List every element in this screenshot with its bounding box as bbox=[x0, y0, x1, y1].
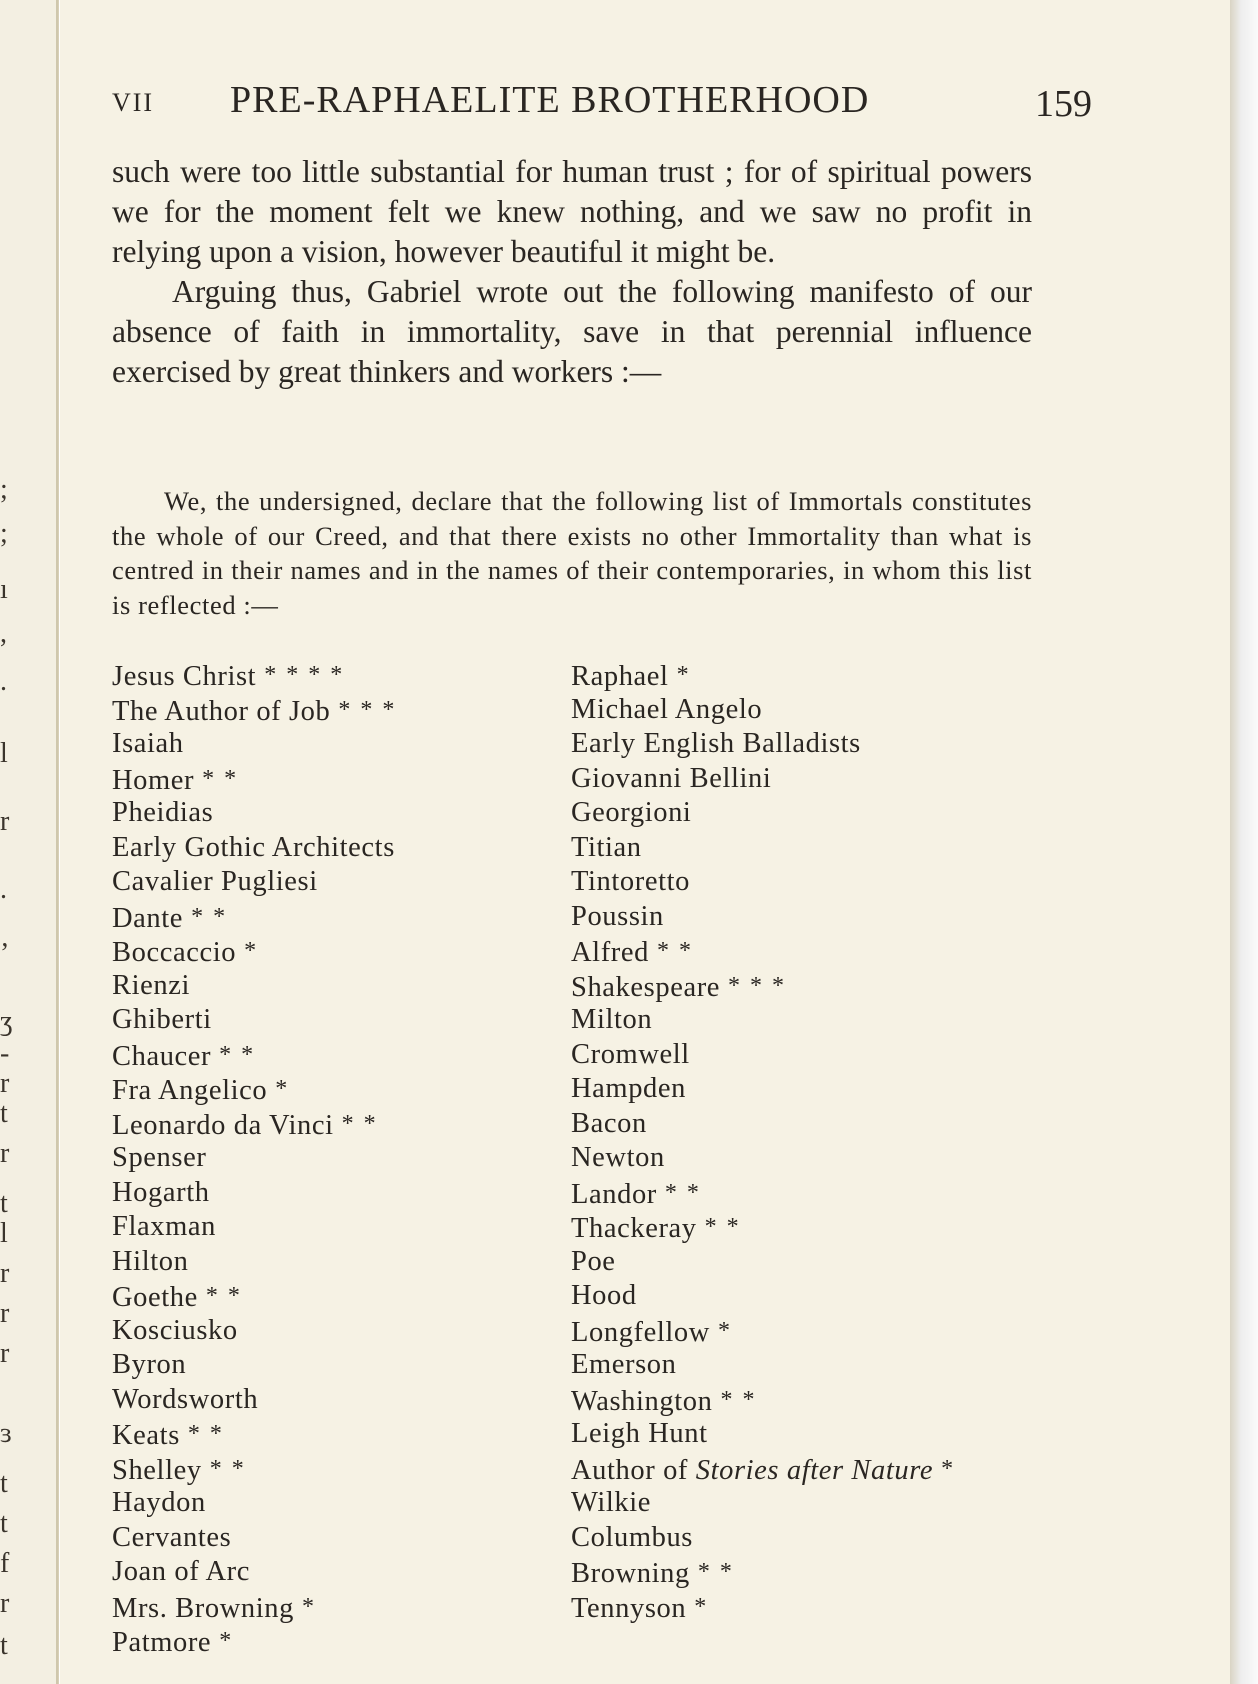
immortal-entry bbox=[571, 1176, 1041, 1211]
facing-page-fragment: ʒ bbox=[0, 1006, 13, 1037]
immortal-entry bbox=[571, 1348, 1041, 1383]
immortal-name: Shakespeare bbox=[571, 971, 721, 1003]
immortal-name: The Author of Job bbox=[112, 695, 331, 727]
facing-page-fragment: ɜ bbox=[0, 1418, 12, 1449]
facing-page-fragment: r bbox=[0, 1588, 10, 1619]
immortal-name: Browning bbox=[571, 1558, 690, 1589]
immortal-name: Leonardo da Vinci bbox=[112, 1109, 334, 1141]
immortal-name: Isaiah bbox=[112, 728, 184, 759]
immortal-name: Joan of Arc bbox=[112, 1556, 250, 1587]
immortal-entry bbox=[571, 865, 1041, 900]
immortal-name: Washington bbox=[571, 1385, 713, 1417]
immortal-entry bbox=[112, 1314, 532, 1349]
rank-stars: * * bbox=[179, 1421, 224, 1447]
facing-page-fragment: l bbox=[0, 1218, 8, 1249]
rank-stars: * * bbox=[211, 1041, 256, 1068]
rank-stars: * * bbox=[183, 903, 228, 930]
immortal-entry bbox=[112, 969, 532, 1004]
page-number: 159 bbox=[1035, 83, 1092, 125]
immortal-name: Thackeray bbox=[571, 1213, 697, 1244]
immortal-entry bbox=[571, 796, 1041, 831]
immortal-entry bbox=[571, 831, 1041, 866]
immortal-entry bbox=[571, 1521, 1041, 1556]
immortal-work-title: Stories after Nature bbox=[695, 1454, 934, 1486]
body-text bbox=[112, 152, 1032, 392]
rank-stars: * * bbox=[648, 938, 693, 964]
immortal-entry bbox=[571, 1486, 1041, 1521]
immortal-entry bbox=[112, 693, 532, 728]
immortal-name: Michael Angelo bbox=[571, 693, 763, 725]
gutter-line bbox=[56, 0, 58, 1684]
immortal-name: Georgioni bbox=[571, 797, 692, 828]
immortal-entry bbox=[571, 1003, 1041, 1038]
immortal-name: Early English Balladists bbox=[571, 728, 861, 759]
immortal-entry bbox=[112, 1176, 532, 1211]
immortal-entry bbox=[571, 1555, 1041, 1590]
immortal-name: Newton bbox=[571, 1142, 665, 1173]
immortal-name: Longfellow bbox=[571, 1316, 710, 1348]
immortal-entry bbox=[112, 1072, 532, 1107]
immortal-name: Alfred bbox=[571, 937, 649, 968]
immortal-entry bbox=[112, 1417, 532, 1452]
immortal-entry bbox=[571, 969, 1041, 1004]
immortal-name: Keats bbox=[112, 1420, 180, 1451]
immortal-name: Jesus Christ bbox=[112, 661, 257, 692]
immortal-entry bbox=[112, 1590, 532, 1625]
facing-page-fragment: r bbox=[0, 1068, 10, 1099]
facing-page-fragment: t bbox=[0, 1468, 8, 1499]
facing-page-fragment: r bbox=[0, 806, 10, 837]
chapter-number: VII bbox=[112, 88, 155, 117]
facing-page-fragment: l bbox=[0, 738, 8, 769]
facing-page-fragment: r bbox=[0, 1138, 10, 1169]
immortal-entry bbox=[112, 1452, 532, 1487]
immortal-entry bbox=[571, 1314, 1041, 1349]
rank-stars: * bbox=[933, 1455, 956, 1482]
facing-page-fragment: ; bbox=[0, 518, 8, 549]
running-header bbox=[112, 78, 1092, 128]
facing-page-fragment: t bbox=[0, 1188, 8, 1219]
paragraph: such were too little substantial for human trust ; for of spiritual powers we for the moment felt we knew nothing, and we saw no profit in relying upon a vision, however beautiful it might be. bbox=[112, 154, 1032, 269]
immortal-name: Goethe bbox=[112, 1282, 198, 1313]
immortal-name: Giovanni Bellini bbox=[571, 762, 772, 794]
immortal-entry bbox=[112, 1003, 532, 1038]
immortal-name: Rienzi bbox=[112, 969, 190, 1001]
immortal-name: Ghiberti bbox=[112, 1004, 212, 1035]
immortal-name: Tennyson bbox=[571, 1592, 687, 1624]
immortal-name: Haydon bbox=[112, 1487, 206, 1518]
immortal-entry bbox=[112, 1383, 532, 1418]
rank-stars: * * * bbox=[720, 972, 787, 999]
immortal-entry bbox=[112, 1038, 532, 1073]
immortal-entry bbox=[571, 1452, 1041, 1487]
facing-page-fragment: ı bbox=[0, 574, 8, 605]
immortal-entry bbox=[112, 1279, 532, 1314]
immortal-name: Titian bbox=[571, 831, 642, 863]
immortal-name: Leigh Hunt bbox=[571, 1418, 708, 1449]
immortal-entry bbox=[112, 796, 532, 831]
immortal-entry bbox=[571, 1383, 1041, 1418]
immortal-name: Hilton bbox=[112, 1245, 189, 1277]
facing-page-fragment: ; bbox=[0, 474, 8, 505]
rank-stars: * * bbox=[197, 1283, 242, 1309]
rank-stars: * bbox=[668, 662, 691, 688]
immortal-entry bbox=[112, 831, 532, 866]
immortal-name: Landor bbox=[571, 1178, 657, 1210]
immortal-name: Flaxman bbox=[112, 1211, 216, 1242]
facing-page-fragment: r bbox=[0, 1258, 10, 1289]
immortal-name: Poussin bbox=[571, 900, 664, 932]
facing-page-fragment: . bbox=[0, 874, 7, 905]
immortal-name: Dante bbox=[112, 902, 184, 934]
rank-stars: * bbox=[211, 1628, 234, 1654]
immortal-name: Cervantes bbox=[112, 1521, 232, 1553]
immortal-name: Kosciusko bbox=[112, 1314, 238, 1346]
immortal-entry bbox=[112, 1141, 532, 1176]
immortal-name: Emerson bbox=[571, 1349, 677, 1380]
immortal-entry bbox=[571, 1072, 1041, 1107]
facing-page-edge bbox=[0, 0, 59, 1684]
immortals-list-left bbox=[112, 658, 532, 1659]
immortal-entry bbox=[112, 762, 532, 797]
facing-page-fragment: - bbox=[0, 1038, 10, 1069]
immortal-entry bbox=[112, 658, 532, 693]
immortal-entry bbox=[571, 1590, 1041, 1625]
manifesto-paragraph: We, the undersigned, declare that the following list of Immortals constitutes the whole of our Creed, and that there exists no other Immortality than what is centred in their names and in the names of their contemporaries, in whom this list is reflected :— bbox=[112, 486, 1032, 620]
immortal-name: Cromwell bbox=[571, 1038, 690, 1070]
facing-page-fragment: r bbox=[0, 1298, 10, 1329]
immortal-name: Poe bbox=[571, 1245, 616, 1277]
facing-page-fragment: t bbox=[0, 1508, 8, 1539]
immortal-name: Hampden bbox=[571, 1073, 686, 1104]
book-page bbox=[60, 0, 1230, 1684]
immortal-name: Wordsworth bbox=[112, 1383, 259, 1415]
immortal-entry bbox=[571, 900, 1041, 935]
rank-stars: * * bbox=[696, 1214, 741, 1240]
immortal-name: Cavalier Pugliesi bbox=[112, 866, 318, 897]
immortal-entry bbox=[571, 1210, 1041, 1245]
rank-stars: * * bbox=[656, 1179, 701, 1206]
rank-stars: * bbox=[293, 1593, 316, 1620]
immortal-entry bbox=[112, 1348, 532, 1383]
facing-page-fragment: , bbox=[0, 618, 7, 649]
facing-page-fragment: t bbox=[0, 1098, 8, 1129]
immortal-name: Milton bbox=[571, 1004, 653, 1035]
rank-stars: * * bbox=[712, 1386, 757, 1413]
immortal-name: Wilkie bbox=[571, 1487, 652, 1518]
immortal-name: Mrs. Browning bbox=[112, 1592, 294, 1624]
immortal-name: Hood bbox=[571, 1280, 637, 1311]
immortal-name: Author of bbox=[571, 1454, 689, 1486]
immortal-entry bbox=[571, 934, 1041, 969]
immortal-entry bbox=[112, 900, 532, 935]
immortal-name: Bacon bbox=[571, 1107, 647, 1139]
immortal-entry bbox=[571, 1417, 1041, 1452]
immortal-entry bbox=[112, 1210, 532, 1245]
immortal-entry bbox=[112, 1245, 532, 1280]
immortal-entry bbox=[571, 762, 1041, 797]
immortal-entry bbox=[571, 1107, 1041, 1142]
immortal-name: Fra Angelico bbox=[112, 1075, 268, 1106]
rank-stars: * bbox=[236, 938, 259, 964]
immortal-entry bbox=[112, 1107, 532, 1142]
immortal-entry bbox=[112, 1486, 532, 1521]
rank-stars: * * * * bbox=[256, 662, 345, 688]
immortal-entry bbox=[571, 693, 1041, 728]
immortal-entry bbox=[571, 1038, 1041, 1073]
immortals-list-right bbox=[571, 658, 1041, 1624]
immortal-entry bbox=[571, 1279, 1041, 1314]
immortal-name: Columbus bbox=[571, 1521, 693, 1553]
rank-stars: * bbox=[267, 1076, 290, 1102]
immortal-name: Shelley bbox=[112, 1454, 202, 1486]
rank-stars: * * * bbox=[330, 696, 397, 723]
immortal-name: Pheidias bbox=[112, 797, 214, 828]
rank-stars: * * bbox=[689, 1559, 734, 1585]
immortal-name: Homer bbox=[112, 764, 195, 796]
rank-stars: * bbox=[686, 1593, 709, 1620]
page-right-edge bbox=[1230, 0, 1258, 1684]
immortal-name: Spenser bbox=[112, 1142, 207, 1173]
immortal-name: Tintoretto bbox=[571, 866, 690, 897]
immortal-name: Hogarth bbox=[112, 1176, 210, 1208]
immortal-name: Chaucer bbox=[112, 1040, 212, 1072]
immortal-entry bbox=[112, 1521, 532, 1556]
facing-page-fragment: . bbox=[0, 666, 7, 697]
immortal-entry bbox=[571, 727, 1041, 762]
rank-stars: * * bbox=[201, 1455, 246, 1482]
immortal-entry bbox=[112, 1624, 532, 1659]
facing-page-fragment: r bbox=[0, 1338, 10, 1369]
immortal-entry bbox=[571, 1141, 1041, 1176]
immortal-name: Boccaccio bbox=[112, 937, 237, 968]
immortal-entry bbox=[112, 1555, 532, 1590]
immortal-name: Patmore bbox=[112, 1627, 212, 1658]
immortal-entry bbox=[112, 934, 532, 969]
immortal-entry bbox=[112, 727, 532, 762]
facing-page-fragment: f bbox=[0, 1548, 10, 1579]
immortal-entry bbox=[112, 865, 532, 900]
rank-stars: * bbox=[709, 1317, 732, 1344]
facing-page-fragment: t bbox=[0, 1630, 8, 1661]
immortal-name: Byron bbox=[112, 1349, 187, 1380]
rank-stars: * * bbox=[194, 765, 239, 792]
rank-stars: * * bbox=[333, 1110, 378, 1137]
manifesto-text bbox=[112, 484, 1032, 622]
running-title: PRE-RAPHAELITE BROTHERHOOD bbox=[230, 79, 870, 121]
paragraph: Arguing thus, Gabriel wrote out the following manifesto of our absence of faith in immortality, save in that perennial influence exercised by great thinkers and workers :— bbox=[112, 274, 1032, 389]
immortal-entry bbox=[571, 658, 1041, 693]
facing-page-fragment: ’ bbox=[0, 938, 10, 969]
immortal-entry bbox=[571, 1245, 1041, 1280]
immortal-name: Early Gothic Architects bbox=[112, 831, 395, 863]
immortal-name: Raphael bbox=[571, 661, 669, 692]
